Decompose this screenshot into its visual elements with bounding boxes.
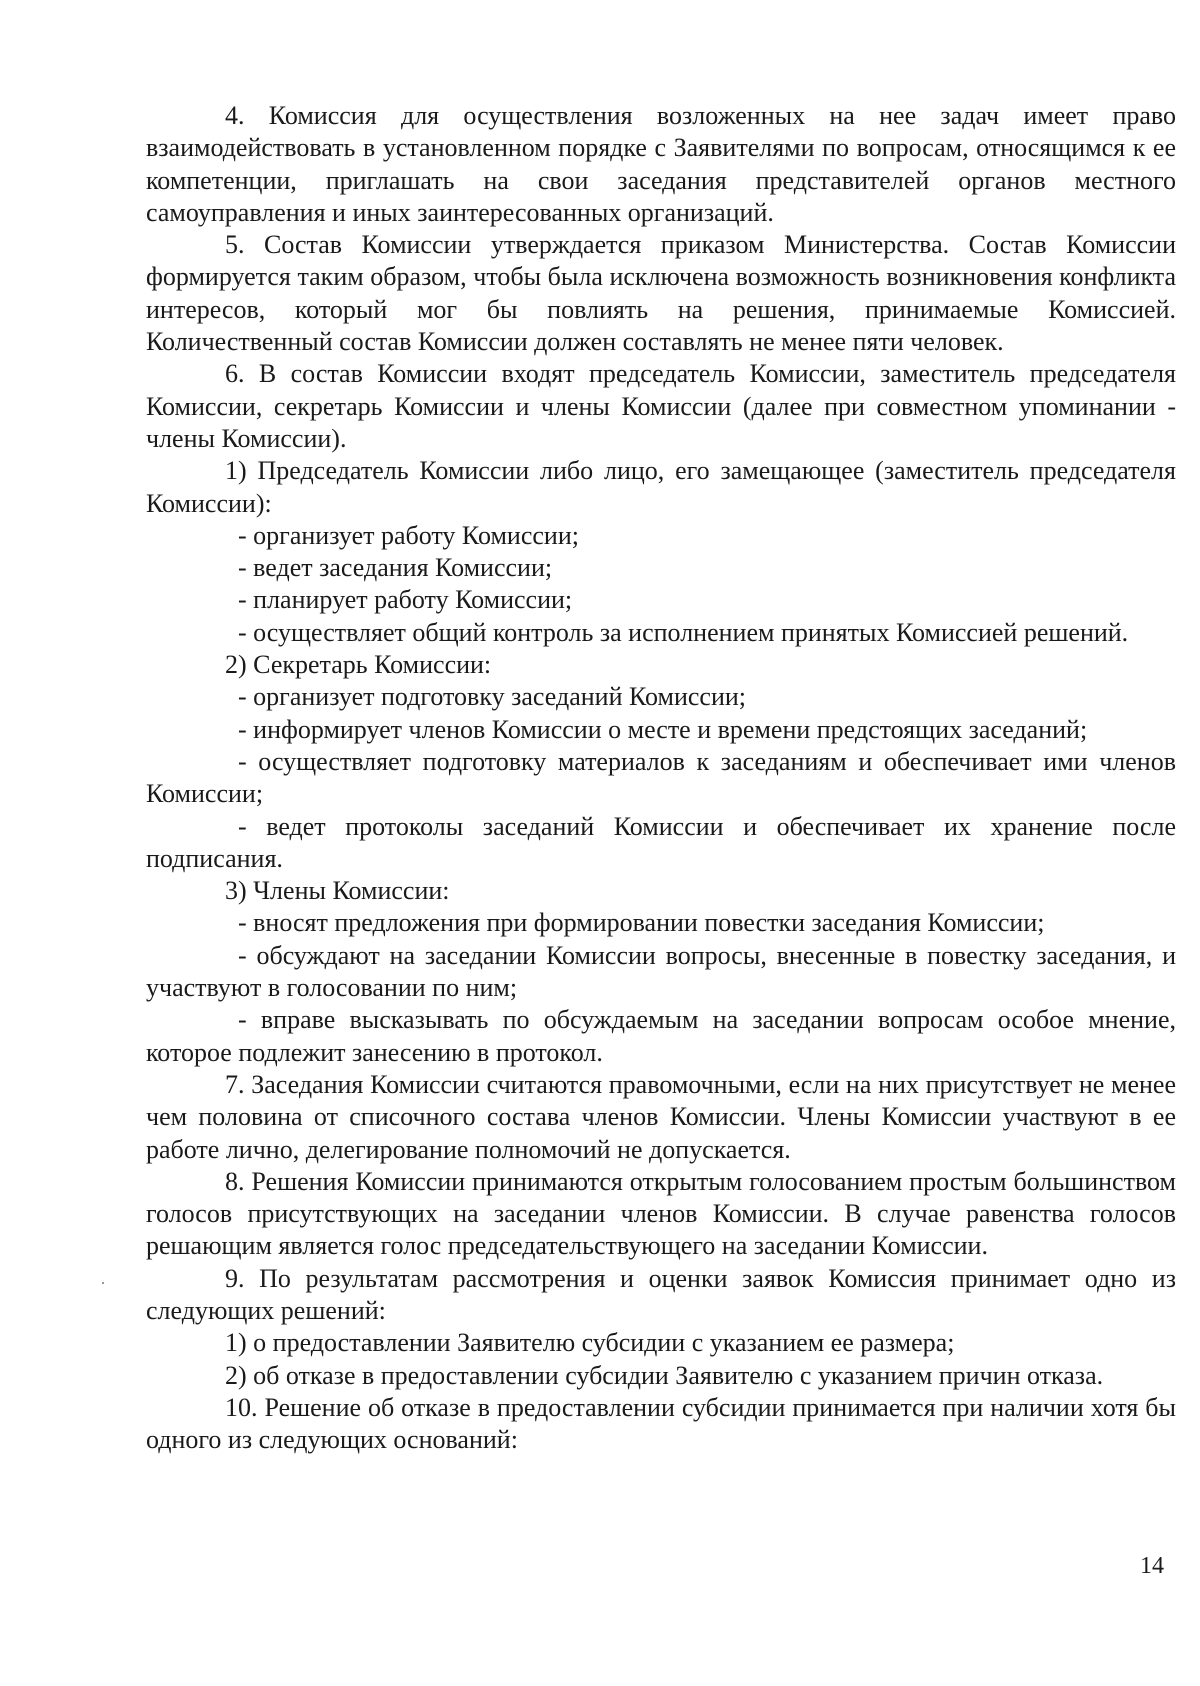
paragraph-8: 8. Решения Комиссии принимаются открытым голосованием простым большинством голосов присутствующих на заседании членов Комиссии. В случае равенства голосов решающим является голос председательствующего на заседании Комиссии. (146, 1166, 1176, 1261)
page-number: 14 (1140, 1553, 1164, 1579)
document-body (146, 100, 1176, 1456)
list-item: - планирует работу Комиссии; (238, 585, 573, 615)
paragraph-9-2: 2) об отказе в предоставлении субсидии Заявителю с указанием причин отказа. (225, 1360, 1104, 1390)
list-item: - обсуждают на заседании Комиссии вопросы, внесенные в повестку заседания, и участвуют в голосовании по ним; (146, 940, 1176, 1003)
list-item: - ведет заседания Комиссии; (238, 553, 553, 583)
paragraph-6: 6. В состав Комиссии входят председатель Комиссии, заместитель председателя Комиссии, секретарь Комиссии и члены Комиссии (далее при совместном упоминании - члены Комиссии). (146, 359, 1176, 453)
list-item: - информирует членов Комиссии о месте и времени предстоящих заседаний; (238, 714, 1088, 744)
scan-speck (102, 1282, 104, 1284)
list-item: - осуществляет общий контроль за исполнением принятых Комиссией решений. (238, 617, 1129, 647)
paragraph-6-3-members: 3) Члены Комиссии: (225, 876, 450, 906)
list-item: - вносят предложения при формировании повестки заседания Комиссии; (238, 908, 1045, 938)
paragraph-10: 10. Решение об отказе в предоставлении субсидии принимается при наличии хотя бы одного из следующих оснований: (146, 1392, 1176, 1455)
paragraph-6-2-secretary: 2) Секретарь Комиссии: (225, 650, 492, 680)
list-item: - ведет протоколы заседаний Комиссии и обеспечивает их хранение после подписания. (146, 811, 1176, 873)
paragraph-9-1: 1) о предоставлении Заявителю субсидии с указанием ее размера; (225, 1328, 955, 1358)
list-item: - организует подготовку заседаний Комиссии; (238, 682, 747, 712)
list-item: - организует работу Комиссии; (238, 520, 579, 550)
paragraph-5: 5. Состав Комиссии утверждается приказом Министерства. Состав Комиссии формируется таким образом, чтобы была исключена возможность возникновения конфликта интересов, который мог бы повлиять на решения, принимаемые Комиссией. Количественный состав Комиссии должен составлять не менее пяти человек. (146, 230, 1176, 357)
paragraph-4: 4. Комиссия для осуществления возложенных на нее задач имеет право взаимодействовать в установленном порядке с Заявителями по вопросам, относящимся к ее компетенции, приглашать на свои заседания представителей органов местного самоуправления и иных заинтересованных организаций. (146, 101, 1176, 227)
paragraph-7: 7. Заседания Комиссии считаются правомочными, если на них присутствует не менее чем половина от списочного состава членов Комиссии. Члены Комиссии участвуют в ее работе лично, делегирование полномочий не допускается. (146, 1069, 1176, 1164)
list-item: - осуществляет подготовку материалов к заседаниям и обеспечивает ими членов Комиссии; (146, 746, 1176, 809)
paragraph-6-1-chairman: 1) Председатель Комиссии либо лицо, его замещающее (заместитель председателя Комиссии): (146, 456, 1176, 518)
list-item: - вправе высказывать по обсуждаемым на заседании вопросам особое мнение, которое подлежит занесению в протокол. (146, 1005, 1176, 1067)
paragraph-9: 9. По результатам рассмотрения и оценки заявок Комиссия принимает одно из следующих решений: (146, 1263, 1176, 1325)
